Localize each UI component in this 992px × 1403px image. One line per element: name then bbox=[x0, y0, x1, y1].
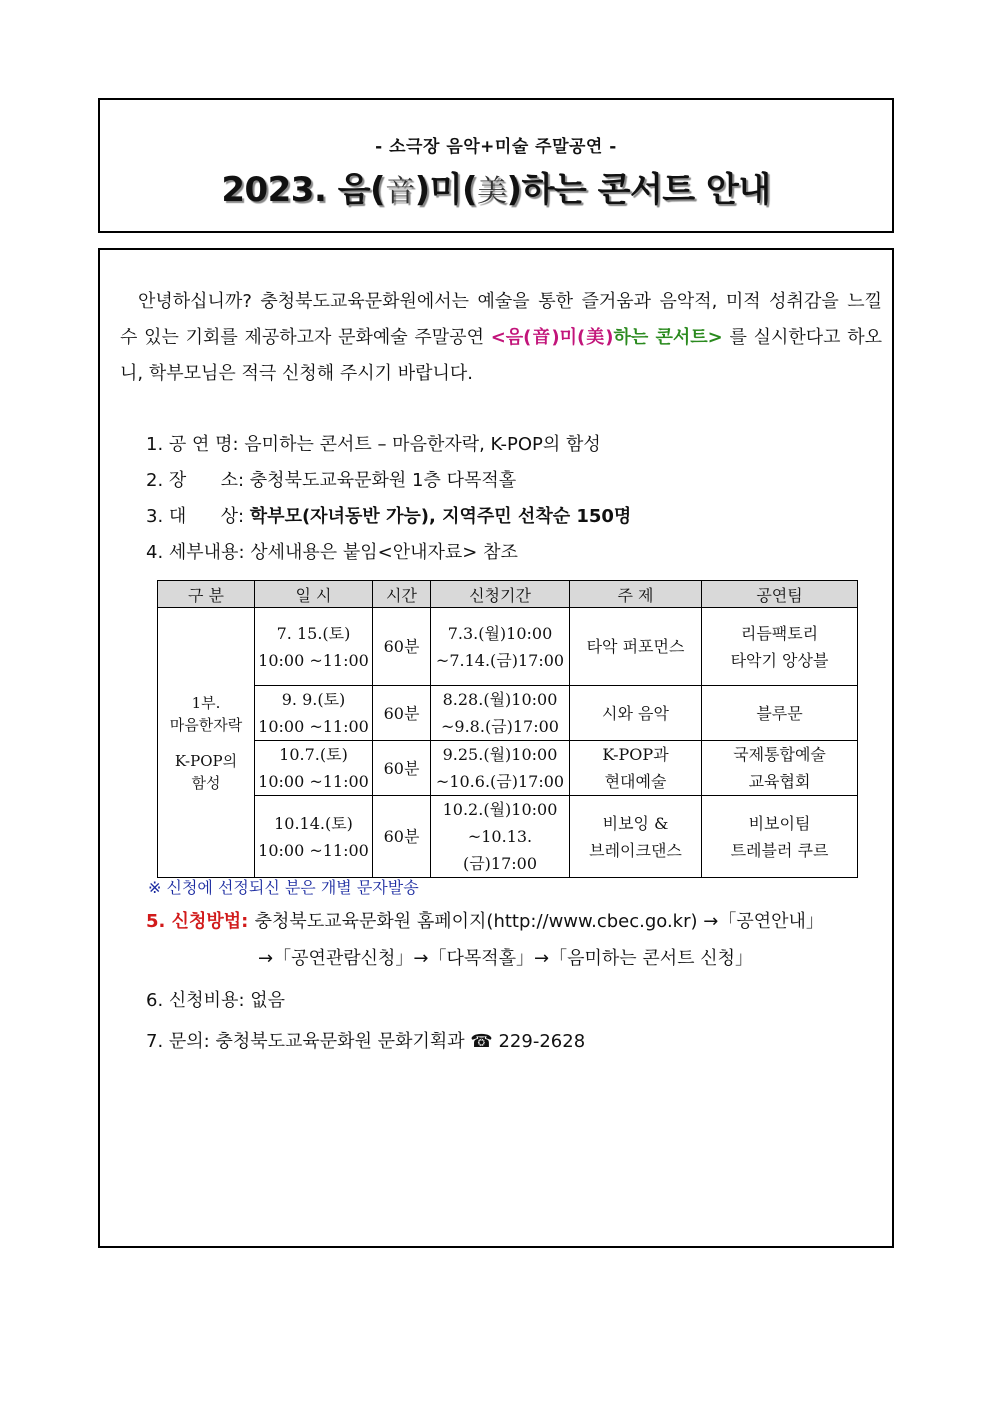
item-performance-name: 1. 공 연 명: 음미하는 콘서트 – 마음한자락, K-POP의 함성 bbox=[146, 434, 601, 455]
page-title: 2023. 음(音)미(美)하는 콘서트 안내 bbox=[221, 170, 771, 210]
theme-cell: 비보잉 & 브레이크댄스 bbox=[570, 796, 702, 878]
item-target: 3. 대 상: 학부모(자녀동반 가능), 지역주민 선착순 150명 bbox=[146, 506, 632, 527]
intro-paragraph: 안녕하십니까? 충청북도교육문화원에서는 예술을 통한 즐거움과 음악적, 미적 성취감을 느낄 수 있는 기회를 제공하고자 문화예술 주말공연 <음(音)미(美)하는 콘서트> 를 실시한다고 하오니, 학부모님은 적극 신청해 주시기 바랍니다. bbox=[120, 291, 883, 384]
item-application-method-cont: →「공연관람신청」→「다목적홀」→「음미하는 콘서트 신청」 bbox=[258, 948, 754, 969]
period-cell: 9.25.(월)10:00 ~10.6.(금)17:00 bbox=[431, 741, 570, 796]
theme-cell: 타악 퍼포먼스 bbox=[570, 608, 702, 686]
item-contact: 7. 문의: 충청북도교육문화원 문화기획과 ☎ 229-2628 bbox=[146, 1031, 586, 1052]
title-box bbox=[98, 98, 894, 233]
header-period: 신청기간 bbox=[431, 581, 570, 608]
duration-cell: 60분 bbox=[373, 608, 431, 686]
team-cell: 리듬팩토리 타악기 앙상블 bbox=[702, 608, 858, 686]
date-cell: 7. 15.(토) 10:00 ~11:00 bbox=[255, 608, 373, 686]
subtitle: - 소극장 음악+미술 주말공연 - bbox=[375, 137, 617, 157]
item-cost: 6. 신청비용: 없음 bbox=[146, 990, 286, 1011]
date-cell: 10.7.(토) 10:00 ~11:00 bbox=[255, 741, 373, 796]
theme-cell: K-POP과 현대예술 bbox=[570, 741, 702, 796]
period-cell: 10.2.(월)10:00 ~10.13.(금)17:00 bbox=[431, 796, 570, 878]
period-cell: 7.3.(월)10:00 ~7.14.(금)17:00 bbox=[431, 608, 570, 686]
table-row bbox=[158, 608, 858, 686]
duration-cell: 60분 bbox=[373, 741, 431, 796]
header-date: 일 시 bbox=[255, 581, 373, 608]
table-row bbox=[158, 686, 858, 741]
team-cell: 비보이팀 트레블러 쿠르 bbox=[702, 796, 858, 878]
table-row bbox=[158, 741, 858, 796]
team-cell: 블루문 bbox=[702, 686, 858, 741]
theme-cell: 시와 음악 bbox=[570, 686, 702, 741]
item-venue: 2. 장 소: 충청북도교육문화원 1층 다목적홀 bbox=[146, 470, 517, 491]
category-cell: 1부. 마음한자락 K-POP의 함성 bbox=[158, 608, 255, 878]
table-row bbox=[158, 796, 858, 878]
item-application-method: 5. 신청방법: 충청북도교육문화원 홈페이지(http://www.cbec.go.kr) →「공연안내」 bbox=[146, 911, 824, 932]
date-cell: 9. 9.(토) 10:00 ~11:00 bbox=[255, 686, 373, 741]
header-category: 구 분 bbox=[158, 581, 255, 608]
item-details: 4. 세부내용: 상세내용은 붙임<안내자료> 참조 bbox=[146, 542, 518, 563]
date-cell: 10.14.(토) 10:00 ~11:00 bbox=[255, 796, 373, 878]
selection-notice: ※ 신청에 선정되신 분은 개별 문자발송 bbox=[148, 878, 419, 897]
header-duration: 시간 bbox=[373, 581, 431, 608]
schedule-table bbox=[157, 580, 858, 878]
period-cell: 8.28.(월)10:00 ~9.8.(금)17:00 bbox=[431, 686, 570, 741]
duration-cell: 60분 bbox=[373, 796, 431, 878]
table-header-row bbox=[158, 581, 858, 608]
content-box bbox=[98, 248, 894, 1248]
header-theme: 주 제 bbox=[570, 581, 702, 608]
team-cell: 국제통합예술 교육협회 bbox=[702, 741, 858, 796]
header-team: 공연팀 bbox=[702, 581, 858, 608]
duration-cell: 60분 bbox=[373, 686, 431, 741]
